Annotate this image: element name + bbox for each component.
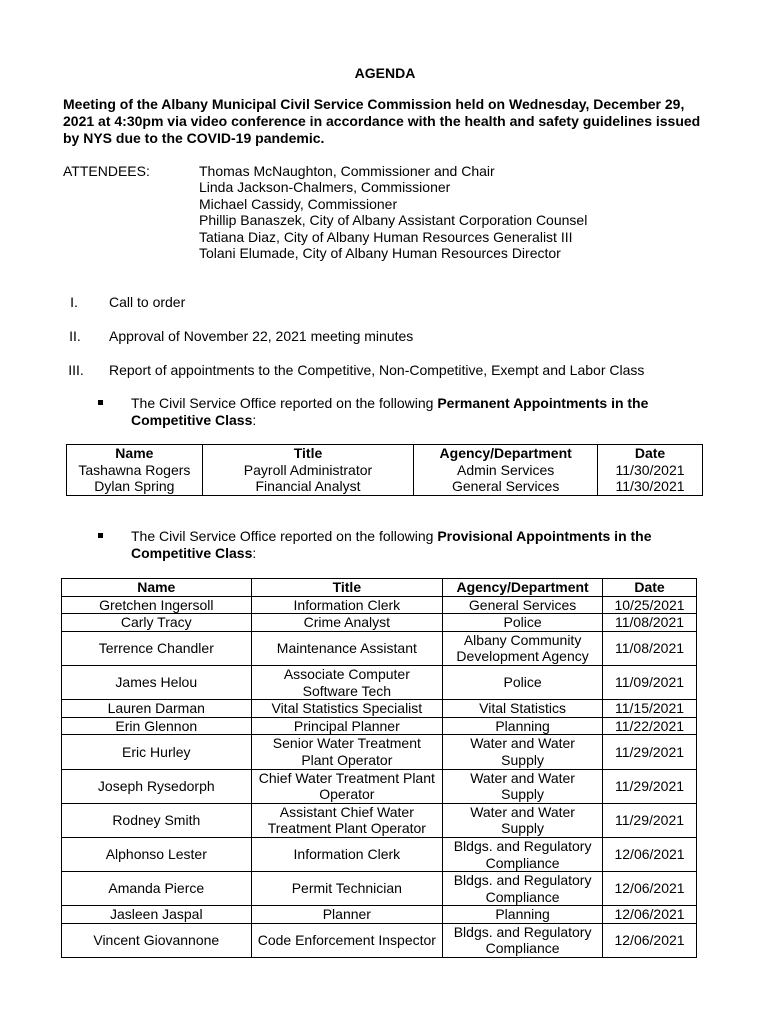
agenda-item-text: Approval of November 22, 2021 meeting minutes xyxy=(109,328,414,344)
cell-title: Crime Analyst xyxy=(251,614,443,632)
cell-title: Senior Water Treatment Plant Operator xyxy=(251,735,443,769)
cell-agency: Bldgs. and Regulatory Compliance xyxy=(443,837,603,871)
agenda-item-number: II. xyxy=(69,328,81,344)
cell-agency: Bldgs. and Regulatory Compliance xyxy=(443,872,603,906)
cell-date: 11/29/2021 xyxy=(603,735,697,769)
table-row xyxy=(62,665,697,699)
cell-title: Information Clerk xyxy=(251,596,443,614)
cell-title: Principal Planner xyxy=(251,717,443,735)
intro-end: : xyxy=(252,412,257,428)
cell-name: Alphonso Lester xyxy=(62,837,252,871)
cell-date: 11/30/2021 xyxy=(598,478,703,495)
cell-name: Gretchen Ingersoll xyxy=(62,596,252,614)
column-header: Agency/Department xyxy=(443,579,603,597)
cell-date: 12/06/2021 xyxy=(603,837,697,871)
provisional-appointments-intro xyxy=(131,528,691,562)
cell-title: Payroll Administrator xyxy=(202,462,414,479)
cell-date: 12/06/2021 xyxy=(603,906,697,924)
cell-name: Rodney Smith xyxy=(62,803,252,837)
cell-agency: Police xyxy=(443,614,603,632)
intro-text: The Civil Service Office reported on the following xyxy=(131,528,438,544)
bullet-marker xyxy=(98,400,103,405)
cell-date: 11/22/2021 xyxy=(603,717,697,735)
column-header: Title xyxy=(202,445,414,462)
cell-title: Financial Analyst xyxy=(202,478,414,495)
cell-name: Joseph Rysedorph xyxy=(62,769,252,803)
cell-name: Tashawna Rogers xyxy=(67,462,203,479)
column-header: Date xyxy=(598,445,703,462)
cell-name: Erin Glennon xyxy=(62,717,252,735)
attendee: Tolani Elumade, City of Albany Human Resources Director xyxy=(199,245,561,262)
cell-agency: General Services xyxy=(414,478,598,495)
intro-emphasis: Permanent Appointments in the Competitive Class xyxy=(131,395,649,428)
permanent-appointments-intro xyxy=(131,395,691,429)
column-header: Title xyxy=(251,579,443,597)
cell-agency: Bldgs. and Regulatory Compliance xyxy=(443,923,603,957)
cell-title: Code Enforcement Inspector xyxy=(251,923,443,957)
cell-date: 11/29/2021 xyxy=(603,769,697,803)
cell-name: Carly Tracy xyxy=(62,614,252,632)
table-row xyxy=(62,872,697,906)
cell-name: Dylan Spring xyxy=(67,478,203,495)
cell-agency: Albany Community Development Agency xyxy=(443,631,603,665)
cell-agency: Water and Water Supply xyxy=(443,769,603,803)
attendees-list xyxy=(199,163,587,261)
cell-agency: Vital Statistics xyxy=(443,700,603,718)
table-row xyxy=(62,803,697,837)
cell-agency: Police xyxy=(443,665,603,699)
cell-date: 11/29/2021 xyxy=(603,803,697,837)
table-header-row xyxy=(67,445,703,462)
table-row xyxy=(62,906,697,924)
intro-text: The Civil Service Office reported on the following xyxy=(131,395,438,411)
cell-title: Planner xyxy=(251,906,443,924)
column-header: Agency/Department xyxy=(414,445,598,462)
cell-name: Lauren Darman xyxy=(62,700,252,718)
cell-agency: Admin Services xyxy=(414,462,598,479)
attendee: Michael Cassidy, Commissioner xyxy=(199,195,398,212)
attendees-label: ATTENDEES: xyxy=(63,163,150,179)
cell-date: 11/08/2021 xyxy=(603,631,697,665)
cell-date: 10/25/2021 xyxy=(603,596,697,614)
cell-name: Terrence Chandler xyxy=(62,631,252,665)
provisional-appointments-table xyxy=(61,578,697,958)
column-header: Name xyxy=(62,579,252,597)
attendee: Tatiana Diaz, City of Albany Human Resources Generalist III xyxy=(199,228,573,245)
cell-title: Assistant Chief Water Treatment Plant Operator xyxy=(251,803,443,837)
bullet-marker xyxy=(98,533,103,538)
cell-name: James Helou xyxy=(62,665,252,699)
cell-date: 11/15/2021 xyxy=(603,700,697,718)
cell-name: Vincent Giovannone xyxy=(62,923,252,957)
table-row xyxy=(62,735,697,769)
cell-date: 11/30/2021 xyxy=(598,462,703,479)
cell-title: Vital Statistics Specialist xyxy=(251,700,443,718)
cell-title: Maintenance Assistant xyxy=(251,631,443,665)
cell-date: 12/06/2021 xyxy=(603,923,697,957)
cell-agency: General Services xyxy=(443,596,603,614)
column-header: Date xyxy=(603,579,697,597)
table-row xyxy=(62,837,697,871)
page-title: AGENDA xyxy=(354,65,416,81)
meeting-description: Meeting of the Albany Municipal Civil Service Commission held on Wednesday, December 29, 2021 at 4:30pm via video conference in accordance with the health and safety guidelines issued by NYS due to the COVID-19 pandemic. xyxy=(63,96,701,146)
cell-title: Permit Technician xyxy=(251,872,443,906)
cell-agency: Planning xyxy=(443,906,603,924)
table-row xyxy=(62,631,697,665)
agenda-item-text: Report of appointments to the Competitive, Non-Competitive, Exempt and Labor Class xyxy=(109,362,645,378)
attendee: Linda Jackson-Chalmers, Commissioner xyxy=(199,179,451,196)
cell-name: Eric Hurley xyxy=(62,735,252,769)
agenda-item-text: Call to order xyxy=(109,294,186,310)
table-row xyxy=(62,700,697,718)
table-row xyxy=(62,717,697,735)
cell-date: 11/08/2021 xyxy=(603,614,697,632)
cell-title: Chief Water Treatment Plant Operator xyxy=(251,769,443,803)
table-row xyxy=(62,596,697,614)
agenda-item-number: III. xyxy=(68,362,84,378)
table-row xyxy=(62,923,697,957)
attendee: Thomas McNaughton, Commissioner and Chair xyxy=(199,163,495,179)
cell-date: 11/09/2021 xyxy=(603,665,697,699)
cell-date: 12/06/2021 xyxy=(603,872,697,906)
table-row xyxy=(67,478,703,495)
cell-title: Information Clerk xyxy=(251,837,443,871)
cell-agency: Water and Water Supply xyxy=(443,803,603,837)
table-row xyxy=(62,769,697,803)
table-header-row xyxy=(62,579,697,597)
cell-agency: Planning xyxy=(443,717,603,735)
table-row xyxy=(67,462,703,479)
agenda-item-number: I. xyxy=(70,294,78,310)
cell-agency: Water and Water Supply xyxy=(443,735,603,769)
attendee: Phillip Banaszek, City of Albany Assistant Corporation Counsel xyxy=(199,212,588,229)
intro-emphasis: Provisional Appointments in the Competitive Class xyxy=(131,528,652,561)
cell-title: Associate Computer Software Tech xyxy=(251,665,443,699)
table-row xyxy=(62,614,697,632)
cell-name: Amanda Pierce xyxy=(62,872,252,906)
intro-end: : xyxy=(252,545,257,561)
column-header: Name xyxy=(67,445,203,462)
cell-name: Jasleen Jaspal xyxy=(62,906,252,924)
permanent-appointments-table xyxy=(66,444,703,496)
